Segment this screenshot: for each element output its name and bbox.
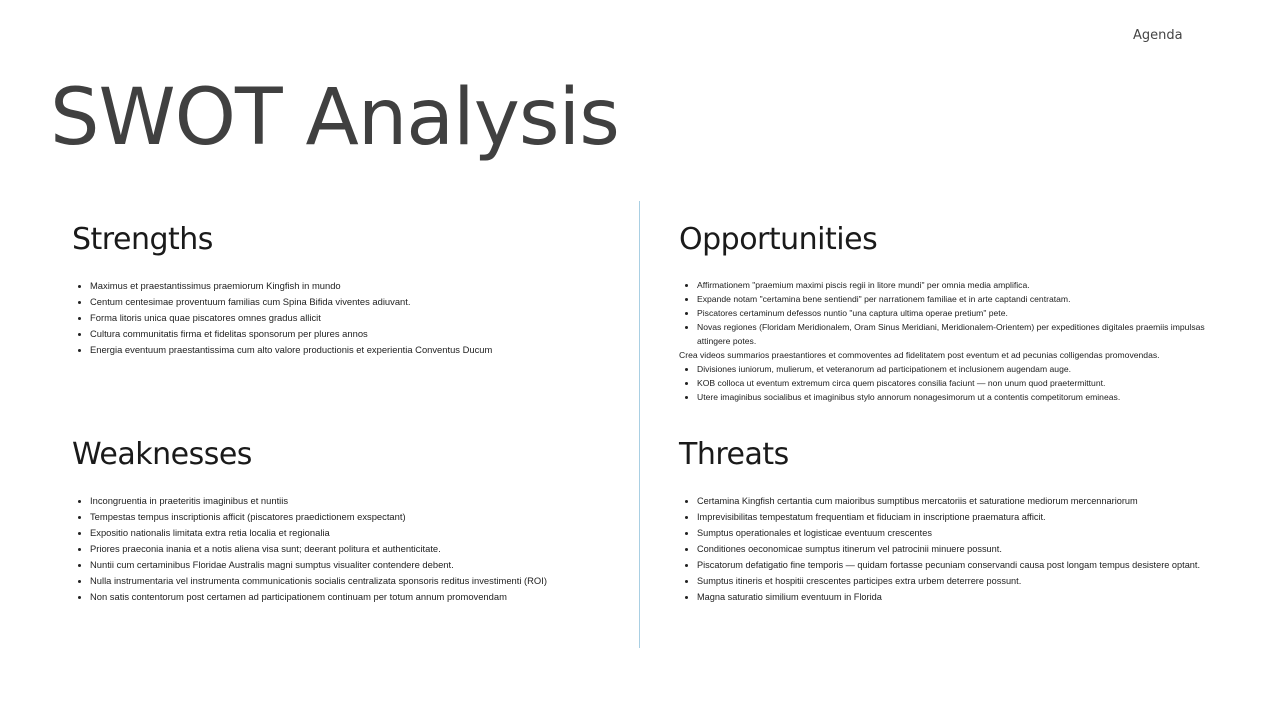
list-item: • Incongruentia in praeteritis imaginibus et nuntiis xyxy=(90,493,612,509)
threats-heading: Threats xyxy=(679,437,789,472)
opportunities-section xyxy=(679,222,1239,404)
list-item: • Sumptus operationales et logisticae eventuum crescentes xyxy=(697,525,1239,541)
list-item: • Expositio nationalis limitata extra retia localia et regionalia xyxy=(90,525,612,541)
list-item: • Magna saturatio similium eventuum in Florida xyxy=(697,589,1239,605)
threats-section xyxy=(679,437,1239,605)
list-item: • Expande notam "certamina bene sentiendi" per narrationem familiae et in arte captandi centratam. xyxy=(697,292,1239,306)
list-item: • Certamina Kingfish certantia cum maioribus sumptibus mercatoriis et saturatione mediorum mercennariorum xyxy=(697,493,1239,509)
list-item: • Tempestas tempus inscriptionis afficit (piscatores praedictionem exspectant) xyxy=(90,509,612,525)
opportunities-heading: Opportunities xyxy=(679,222,878,257)
opportunities-list xyxy=(679,278,1239,348)
page-title: SWOT Analysis xyxy=(50,73,619,163)
list-item: • Utere imaginibus socialibus et imaginibus stylo annorum nonagesimorum ut a contentis competitorum emineas. xyxy=(697,390,1239,404)
list-item: • Affirmationem "praemium maximi piscis regii in litore mundi" per omnia media amplifica. xyxy=(697,278,1239,292)
list-item: • Energia eventuum praestantissima cum alto valore productionis et experientia Conventus Ducum xyxy=(90,342,612,358)
list-item: • Divisiones iuniorum, mulierum, et veteranorum ad participationem et inclusionem augendam auge. xyxy=(697,362,1239,376)
list-item: • Non satis contentorum post certamen ad participationem continuam per totum annum promovendam xyxy=(90,589,612,605)
list-item: • Nuntii cum certaminibus Floridae Australis magni sumptus visualiter contendere debent. xyxy=(90,557,612,573)
agenda-link[interactable]: Agenda xyxy=(1133,28,1183,43)
list-item: • Piscatores certaminum defessos nuntio "una captura ultima operae pretium" pete. xyxy=(697,306,1239,320)
weaknesses-section xyxy=(72,437,612,605)
list-item: • Novas regiones (Floridam Meridionalem, Oram Sinus Meridiani, Meridionalem-Orientem) per expeditiones digitales praemiis impulsas attingere potes. xyxy=(697,320,1239,348)
list-item: • Nulla instrumentaria vel instrumenta communicationis socialis centralizata sponsoris reditus investimenti (ROI) xyxy=(90,573,612,589)
strengths-list xyxy=(72,278,612,358)
threats-list xyxy=(679,493,1239,605)
list-item: • Centum centesimae proventuum familias cum Spina Bifida viventes adiuvant. xyxy=(90,294,612,310)
list-item: • KOB colloca ut eventum extremum circa quem piscatores consilia faciunt — non unum quod praetermittunt. xyxy=(697,376,1239,390)
column-divider xyxy=(639,201,640,648)
list-item: • Forma litoris unica quae piscatores omnes gradus allicit xyxy=(90,310,612,326)
list-item: • Priores praeconia inania et a notis aliena visa sunt; deerant politura et authenticitate. xyxy=(90,541,612,557)
strengths-heading: Strengths xyxy=(72,222,213,257)
list-item: • Cultura communitatis firma et fidelitas sponsorum per plures annos xyxy=(90,326,612,342)
list-item: • Piscatorum defatigatio fine temporis — quidam fortasse pecuniam conservandi causa post longam tempus desistere optant. xyxy=(697,557,1239,573)
weaknesses-list xyxy=(72,493,612,605)
list-item: • Sumptus itineris et hospitii crescentes participes extra urbem deterrere possunt. xyxy=(697,573,1239,589)
opportunities-list-continued xyxy=(679,362,1239,404)
weaknesses-heading: Weaknesses xyxy=(72,437,252,472)
list-item: • Imprevisibilitas tempestatum frequentiam et fiduciam in inscriptione praematura afficit. xyxy=(697,509,1239,525)
strengths-section xyxy=(72,222,612,358)
list-item: • Conditiones oeconomicae sumptus itinerum vel patrocinii minuere possunt. xyxy=(697,541,1239,557)
list-item: • Maximus et praestantissimus praemiorum Kingfish in mundo xyxy=(90,278,612,294)
opportunities-plain-line: Crea videos summarios praestantiores et commoventes ad fidelitatem post eventum et ad pecunias colligendas promovendas. xyxy=(679,350,1160,360)
